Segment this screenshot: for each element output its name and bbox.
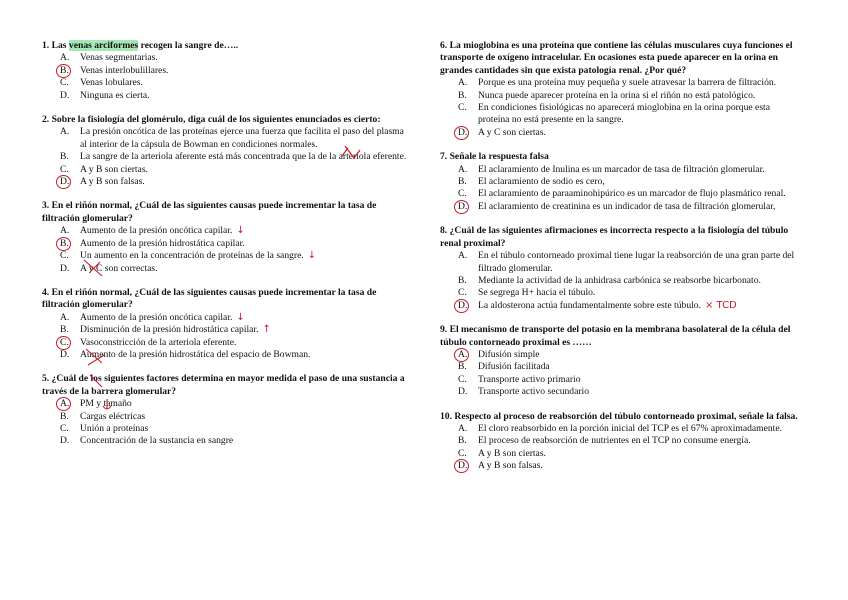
handwritten-mark: × TCD bbox=[704, 299, 737, 311]
option-label: Porque es una proteína muy pequeña y suele atravesar la barrera de filtración. bbox=[478, 77, 777, 89]
option-text bbox=[80, 151, 408, 163]
option-label: A y B son falsas. bbox=[478, 460, 543, 472]
option-text bbox=[80, 398, 408, 410]
option-text bbox=[478, 250, 802, 275]
option-text bbox=[478, 176, 802, 188]
option-letter-circled: D. bbox=[458, 300, 478, 312]
option-label: Venas segmentarias. bbox=[80, 52, 158, 64]
option-text bbox=[478, 127, 802, 139]
option-letter-circled: D. bbox=[458, 460, 478, 472]
question-block bbox=[440, 40, 802, 139]
option-letter: B. bbox=[60, 410, 69, 422]
option-label: Un aumento en la concentración de proteínas de la sangre. bbox=[80, 250, 304, 262]
question-title: 5. ¿Cuál de los siguientes factores determina en mayor medida el paso de una sustancia a través de la barrera glomerular? bbox=[42, 373, 405, 397]
option-letter: A. bbox=[60, 311, 70, 323]
option-text bbox=[478, 460, 802, 472]
option-text bbox=[80, 238, 408, 250]
option-letter-circled: D. bbox=[60, 176, 80, 188]
answer-option bbox=[60, 435, 408, 447]
option-letter-circled: D. bbox=[458, 127, 478, 139]
question-title: 2. Sobre la fisiología del glomérulo, diga cuál de los siguientes enunciados es cierto: bbox=[42, 114, 381, 126]
option-letter: A. bbox=[458, 422, 468, 434]
option-label: Aumento de la presión oncótica capilar. bbox=[80, 225, 233, 237]
option-text bbox=[80, 90, 408, 102]
option-letter: C. bbox=[458, 373, 467, 385]
answer-option bbox=[458, 127, 802, 139]
handwritten-mark: ↓ bbox=[236, 225, 245, 237]
answer-option bbox=[458, 386, 802, 398]
answer-option bbox=[458, 102, 802, 127]
answer-option bbox=[60, 324, 408, 336]
answer-option bbox=[458, 435, 802, 447]
answer-option bbox=[60, 263, 408, 275]
answer-option bbox=[458, 423, 802, 435]
answer-option bbox=[60, 349, 408, 361]
option-letter: C. bbox=[60, 250, 69, 262]
option-text bbox=[478, 77, 802, 89]
answer-option bbox=[60, 225, 408, 237]
option-text bbox=[80, 423, 408, 435]
option-text bbox=[80, 324, 408, 336]
option-text bbox=[478, 102, 802, 127]
answer-option bbox=[60, 52, 408, 64]
option-letter-circled: C. bbox=[60, 337, 80, 349]
option-label: Ninguna es cierta. bbox=[80, 89, 150, 101]
option-text bbox=[80, 250, 408, 262]
option-label: PM y tamaño bbox=[80, 398, 132, 410]
handwritten-mark: ↑ bbox=[262, 324, 271, 336]
option-text bbox=[80, 176, 408, 188]
question-title: 8. ¿Cuál de las siguientes afirmaciones es incorrecta respecto a la fisiología del túbulo renal proximal? bbox=[440, 225, 789, 249]
answer-option bbox=[60, 151, 408, 163]
question-title: 10. Respecto al proceso de reabsorción del túbulo contorneado proximal, señale la falsa. bbox=[440, 410, 798, 422]
option-letter: A. bbox=[60, 126, 70, 138]
option-text bbox=[478, 300, 802, 312]
answer-option bbox=[60, 312, 408, 324]
option-letter: B. bbox=[60, 151, 69, 163]
option-letter: A. bbox=[60, 225, 70, 237]
answer-option bbox=[458, 300, 802, 312]
option-label: Difusión simple bbox=[478, 348, 540, 360]
option-label: Aumento de la presión oncótica capilar. bbox=[80, 311, 233, 323]
option-letter: C. bbox=[60, 422, 69, 434]
question-block bbox=[42, 287, 408, 361]
question-block bbox=[42, 40, 408, 102]
option-label: Aumento de la presión hidrostática del espacio de Bowman. bbox=[80, 348, 311, 360]
question-block bbox=[440, 151, 802, 213]
answer-option bbox=[60, 398, 408, 410]
option-text bbox=[80, 349, 408, 361]
option-label: A y C son correctas. bbox=[80, 262, 158, 274]
option-letter-circled: B. bbox=[60, 65, 80, 77]
option-label: Concentración de la sustancia en sangre bbox=[80, 435, 234, 447]
answer-option bbox=[60, 250, 408, 262]
answer-option bbox=[60, 423, 408, 435]
question-title: 9. El mecanismo de transporte del potasio en la membrana basolateral de la célula del túbulo contorneado proximal es …… bbox=[440, 324, 791, 348]
answer-option bbox=[458, 349, 802, 361]
option-letter: B. bbox=[458, 176, 467, 188]
option-label: A y B son ciertas. bbox=[80, 163, 148, 175]
option-letter: A. bbox=[60, 52, 70, 64]
option-label: Se segrega H+ hacia el túbulo. bbox=[478, 287, 596, 299]
answer-option bbox=[60, 65, 408, 77]
option-label: El aclaramiento de creatinina es un indicador de tasa de filtración glomerular, bbox=[478, 200, 776, 212]
question-title: 7. Señale la respuesta falsa bbox=[440, 151, 549, 163]
option-text bbox=[478, 201, 802, 213]
option-text bbox=[80, 411, 408, 423]
option-text bbox=[478, 423, 802, 435]
option-text bbox=[478, 374, 802, 386]
handwritten-mark: ↓ bbox=[307, 250, 317, 262]
answer-option bbox=[60, 337, 408, 349]
option-text bbox=[80, 77, 408, 89]
option-letter: A. bbox=[458, 77, 468, 89]
option-label: El aclaramiento de paraaminohipúrico es un marcador de flujo plasmático renal. bbox=[478, 188, 786, 200]
option-letter: C. bbox=[458, 287, 467, 299]
option-label: Aumento de la presión hidrostática capilar. bbox=[80, 237, 245, 249]
option-text bbox=[80, 164, 408, 176]
option-label: El proceso de reabsorción de nutrientes en el TCP no consume energía. bbox=[478, 435, 751, 447]
option-label: Venas lobulares. bbox=[80, 77, 143, 89]
answer-option bbox=[458, 374, 802, 386]
option-text bbox=[478, 275, 802, 287]
option-text bbox=[80, 337, 408, 349]
question-block bbox=[440, 324, 802, 398]
answer-option bbox=[458, 287, 802, 299]
option-text bbox=[478, 435, 802, 447]
option-label: El cloro reabsorbido en la porción inicial del TCP es el 67% aproximadamente. bbox=[478, 422, 782, 434]
option-label: El aclaramiento de Inulina es un marcador de tasa de filtración glomerular. bbox=[478, 163, 765, 175]
option-letter: A. bbox=[458, 250, 468, 262]
option-label: La sangre de la arteriola aferente está más concentrada que la de la arteriola eferente. bbox=[80, 151, 407, 163]
option-letter: B. bbox=[458, 89, 467, 101]
option-label: A y B son falsas. bbox=[80, 176, 145, 188]
option-label: Cargas eléctricas bbox=[80, 410, 146, 422]
option-label: El aclaramiento de sodio es cero, bbox=[478, 176, 605, 188]
option-letter: A. bbox=[458, 163, 468, 175]
right-column bbox=[440, 40, 802, 485]
question-title: 4. En el riñón normal, ¿Cuál de las siguientes causas puede incrementar la tasa de filtración glomerular? bbox=[42, 286, 377, 311]
option-label: A y C son ciertas. bbox=[478, 126, 546, 138]
option-label: Transporte activo secundario bbox=[478, 386, 590, 398]
option-label: Venas interlobulillares. bbox=[80, 64, 169, 76]
option-letter-circled: A. bbox=[60, 398, 80, 410]
question-title: 6. La mioglobina es una proteína que contiene las células musculares cuya funciones el transporte de oxígeno intracelular. En ocasiones esta puede aparecer en la orina en grandes cantidades sin que exista patología renal. ¿Por qué? bbox=[440, 40, 793, 76]
option-text bbox=[478, 386, 802, 398]
option-label: Unión a proteínas bbox=[80, 422, 149, 434]
option-letter: D. bbox=[458, 386, 468, 398]
option-letter: C. bbox=[60, 163, 69, 175]
question-block bbox=[440, 411, 802, 473]
answer-option bbox=[458, 448, 802, 460]
option-text bbox=[80, 65, 408, 77]
option-text bbox=[80, 263, 408, 275]
option-label: Mediante la actividad de la anhidrasa carbónica se reabsorbe bicarbonato. bbox=[478, 274, 761, 286]
option-text bbox=[80, 312, 408, 324]
question-title: 3. En el riñón normal, ¿Cuál de las siguientes causas puede incrementar la tasa de filtración glomerular? bbox=[42, 200, 377, 224]
answer-option bbox=[60, 176, 408, 188]
option-text bbox=[478, 164, 802, 176]
option-text bbox=[80, 52, 408, 64]
option-letter: B. bbox=[458, 361, 467, 373]
question-block bbox=[440, 225, 802, 312]
option-label: La presión oncótica de las proteínas ejerce una fuerza que facilita el paso del plasma al interior de la cápsula de Bowman en condiciones normales. bbox=[80, 126, 404, 150]
option-text bbox=[478, 448, 802, 460]
option-letter: B. bbox=[458, 274, 467, 286]
question-title bbox=[42, 40, 408, 52]
answer-option bbox=[458, 361, 802, 373]
option-text bbox=[478, 90, 802, 102]
option-text bbox=[478, 188, 802, 200]
answer-option bbox=[60, 411, 408, 423]
handwritten-mark: ↓ bbox=[236, 311, 245, 323]
answer-option bbox=[60, 126, 408, 151]
option-text bbox=[478, 361, 802, 373]
highlighted-term: venas arciformes bbox=[68, 40, 139, 51]
option-letter: C. bbox=[458, 447, 467, 459]
option-label: La aldosterona actúa fundamentalmente sobre este túbulo. bbox=[478, 299, 701, 311]
option-letter: D. bbox=[60, 348, 70, 360]
left-column bbox=[42, 40, 408, 460]
option-letter-circled: B. bbox=[60, 238, 80, 250]
answer-option bbox=[458, 275, 802, 287]
option-label: Transporte activo primario bbox=[478, 373, 581, 385]
answer-option bbox=[60, 90, 408, 102]
option-letter: B. bbox=[60, 324, 69, 336]
option-letter: D. bbox=[60, 89, 70, 101]
answer-option bbox=[60, 77, 408, 89]
option-text bbox=[80, 126, 408, 151]
option-label: Vasoconstricción de la arteriola eferente. bbox=[80, 336, 237, 348]
question-block bbox=[42, 114, 408, 188]
answer-option bbox=[458, 250, 802, 275]
question-block bbox=[42, 200, 408, 274]
option-letter: B. bbox=[458, 435, 467, 447]
option-text bbox=[80, 435, 408, 447]
option-letter: C. bbox=[458, 102, 467, 114]
title-fragment: 1. Las bbox=[42, 40, 69, 51]
option-letter-circled: D. bbox=[458, 201, 478, 213]
option-label: Disminución de la presión hidrostática capilar. bbox=[80, 324, 259, 336]
option-letter: D. bbox=[60, 262, 70, 274]
option-text bbox=[478, 349, 802, 361]
option-text bbox=[478, 287, 802, 299]
option-label: A y B son ciertas. bbox=[478, 447, 546, 459]
question-block bbox=[42, 373, 408, 447]
option-label: En el túbulo contorneado proximal tiene lugar la reabsorción de una gran parte del filtrado glomerular. bbox=[478, 250, 795, 274]
option-text bbox=[80, 225, 408, 237]
answer-option bbox=[458, 201, 802, 213]
answer-option bbox=[458, 164, 802, 176]
option-letter: C. bbox=[458, 188, 467, 200]
answer-option bbox=[60, 238, 408, 250]
answer-option bbox=[458, 176, 802, 188]
answer-option bbox=[458, 188, 802, 200]
answer-option bbox=[458, 460, 802, 472]
option-label: Nunca puede aparecer proteína en la orina si el riñón no está patológico. bbox=[478, 89, 756, 101]
answer-option bbox=[60, 164, 408, 176]
option-letter: C. bbox=[60, 77, 69, 89]
option-label: Difusión facilitada bbox=[478, 361, 550, 373]
answer-option bbox=[458, 90, 802, 102]
option-letter-circled: A. bbox=[458, 349, 478, 361]
option-label: En condiciones fisiológicas no aparecerá mioglobina en la orina porque esta proteína no está presente en la sangre. bbox=[478, 102, 770, 126]
answer-option bbox=[458, 77, 802, 89]
option-letter: D. bbox=[60, 435, 70, 447]
title-fragment: recogen la sangre de….. bbox=[138, 40, 239, 51]
